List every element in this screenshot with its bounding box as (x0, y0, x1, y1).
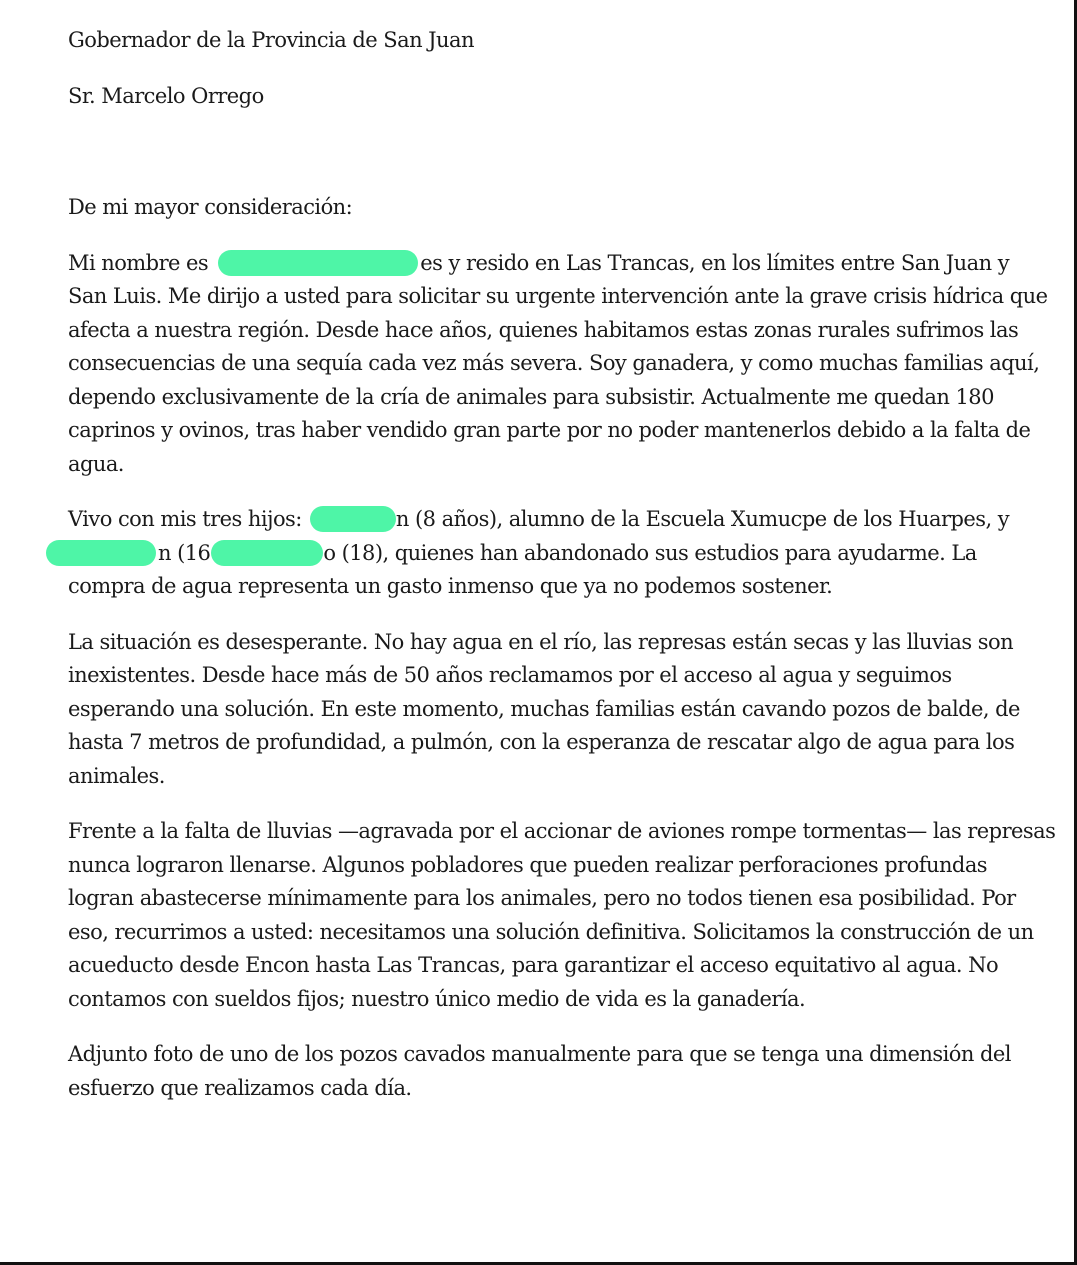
paragraph-situation: La situación es desesperante. No hay agua en el río, las represas están secas y las lluvias son inexistentes. Desde hace más de 50 años reclamamos por el acceso al agua y seguimos esperando una solución. En este momento, muchas familias están cavando pozos de balde, de hasta 7 metros de profundidad, a pulmón, con la esperanza de rescatar algo de agua para los animales. (68, 629, 1020, 788)
intro-body: San Luis. Me dirijo a usted para solicitar su urgente intervención ante la grave crisis hídrica que afecta a nuestra región. Desde hace años, quienes habitamos estas zonas rurales sufrimos las consecuencias de una sequía cada vez más severa. Soy ganadera, y como muchas familias aquí, dependo exclusivamente de la cría de animales para subsistir. Actualmente me quedan 180 caprinos y ovinos, tras haber vendido gran parte por no poder mantenerlos debido a la falta de agua. (68, 284, 1048, 476)
intro-after-redaction: es y resido en Las Trancas, en los límites entre San Juan y (420, 250, 1010, 275)
redaction-mark-child1 (310, 506, 396, 532)
family-child3: o (18), quienes han abandonado sus estudios para ayudarme. La (323, 540, 977, 565)
recipient-title: Gobernador de la Provincia de San Juan (68, 28, 474, 52)
paragraph-family (68, 503, 1058, 604)
letter-body (68, 24, 1058, 1105)
redaction-mark-name (218, 250, 418, 276)
salutation: De mi mayor consideración: (68, 195, 353, 219)
family-child1: n (8 años), alumno de la Escuela Xumucpe de los Huarpes, y (395, 507, 1010, 531)
family-body: compra de agua representa un gasto inmenso que ya no podemos sostener. (68, 574, 833, 598)
family-child2: n (16 (158, 540, 211, 565)
redaction-mark-child3 (211, 540, 323, 566)
redaction-mark-child2 (46, 540, 156, 566)
family-lead: Vivo con mis tres hijos: (68, 507, 308, 531)
paragraph-attachment: Adjunto foto de uno de los pozos cavados manualmente para que se tenga una dimensión del esfuerzo que realizamos cada día. (68, 1042, 1011, 1100)
paragraph-request: Frente a la falta de lluvias —agravada por el accionar de aviones rompe tormentas— las represas nunca lograron llenarse. Algunos pobladores que pueden realizar perforaciones profundas logran abastecerse mínimamente para los animales, pero no todos tienen esa posibilidad. Por eso, recurrimos a usted: necesitamos una solución definitiva. Solicitamos la construcción de un acueducto desde Encon hasta Las Trancas, para garantizar el acceso equitativo al agua. No contamos con sueldos fijos; nuestro único medio de vida es la ganadería. (68, 819, 1056, 1011)
paragraph-introduction (68, 247, 1058, 482)
recipient-name: Sr. Marcelo Orrego (68, 83, 264, 108)
intro-lead: Mi nombre es (68, 250, 215, 275)
